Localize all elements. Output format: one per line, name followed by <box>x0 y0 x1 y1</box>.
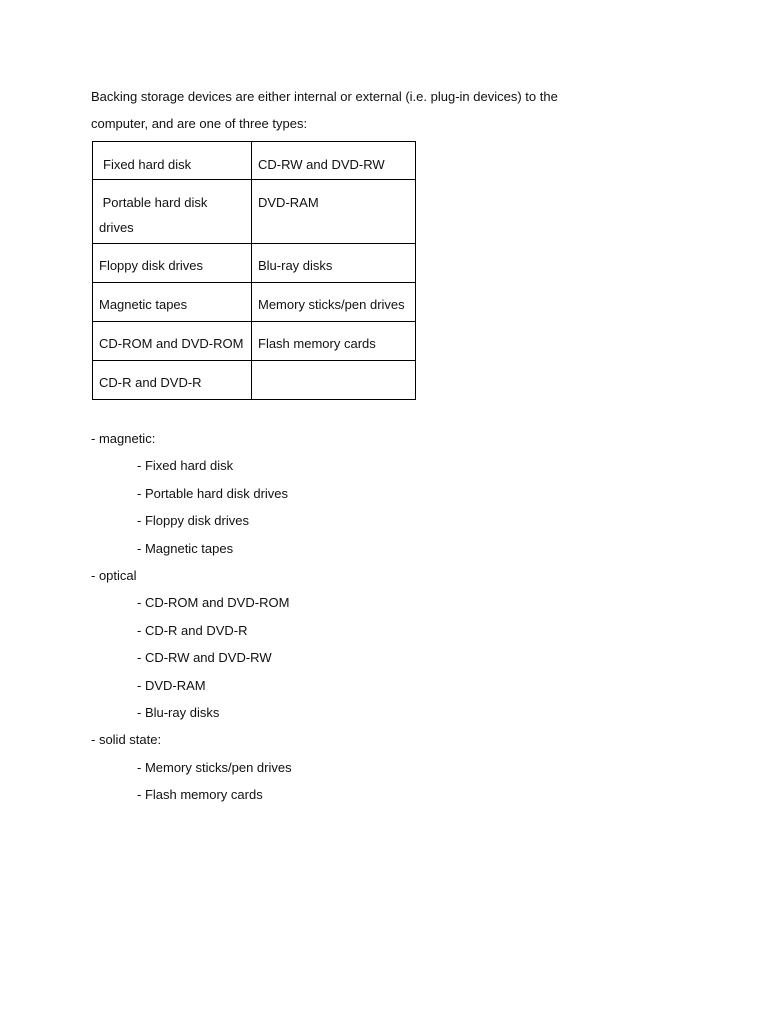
category-items <box>91 754 292 809</box>
list-item: - Fixed hard disk <box>137 458 234 474</box>
list-item: - Floppy disk drives <box>137 513 249 529</box>
storage-categories-list <box>91 425 292 809</box>
table-cell: CD-RW and DVD-RW <box>252 142 416 180</box>
table-cell: Blu-ray disks <box>252 244 416 283</box>
list-item: - CD-ROM and DVD-ROM <box>137 595 290 611</box>
table-row <box>93 361 416 400</box>
list-item: - CD-RW and DVD-RW <box>137 650 272 666</box>
list-item: - Magnetic tapes <box>137 540 234 556</box>
category-items <box>91 452 292 562</box>
table-row <box>93 283 416 322</box>
category-label: - magnetic: <box>91 431 156 446</box>
list-item: - Blu-ray disks <box>137 705 220 721</box>
table-cell: Memory sticks/pen drives <box>252 283 416 322</box>
list-item: - Memory sticks/pen drives <box>137 759 292 775</box>
table-cell <box>252 361 416 400</box>
category-solid-state <box>91 726 292 808</box>
table-cell: Portable hard disk drives <box>93 180 252 244</box>
intro-line-2: computer, and are one of three types: <box>91 116 308 131</box>
category-optical <box>91 562 292 726</box>
category-label: - solid state: <box>91 732 162 748</box>
table-row <box>93 244 416 283</box>
list-item: - Portable hard disk drives <box>137 485 289 501</box>
intro-paragraph <box>91 83 591 137</box>
table-row <box>93 322 416 361</box>
table-cell: Flash memory cards <box>252 322 416 361</box>
list-item: - DVD-RAM <box>137 677 206 693</box>
storage-devices-table <box>92 141 416 400</box>
category-items <box>91 589 292 726</box>
table-cell: Floppy disk drives <box>93 244 252 283</box>
list-item: - CD-R and DVD-R <box>137 622 248 638</box>
category-label: - optical <box>91 568 137 584</box>
table-cell: Magnetic tapes <box>93 283 252 322</box>
table-cell: CD-R and DVD-R <box>93 361 252 400</box>
table-row <box>93 142 416 180</box>
intro-line-1: Backing storage devices are either internal or external (i.e. plug-in devices) to the <box>91 89 558 104</box>
table-cell: DVD-RAM <box>252 180 416 244</box>
table-row <box>93 180 416 244</box>
category-magnetic <box>91 425 292 562</box>
list-item: - Flash memory cards <box>137 787 263 803</box>
table-cell: Fixed hard disk <box>93 142 252 180</box>
table-cell: CD-ROM and DVD-ROM <box>93 322 252 361</box>
